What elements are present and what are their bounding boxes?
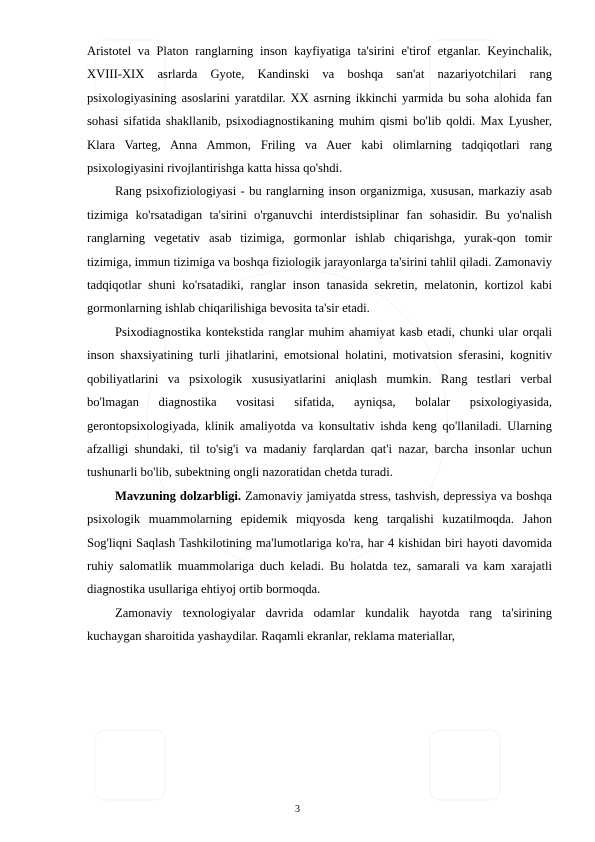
paragraph-2 [87,180,552,320]
paragraph-2-text: Rang psixofiziologiyasi - bu ranglarning inson organizmiga, xususan, markaziy asab tizimiga ko'rsatadigan ta'sirini o'rganuvchi interdistsiplinar fan sohasidir. Bu yo'nalish ranglarning vegetativ asab tizimiga, gormonlar ishlab chiqarishga, yurak-qon tomir tizimiga, immun tizimiga va boshqa fiziologik jarayonlarga ta'sirini tahlil qiladi. Zamonaviy tadqiqotlar shuni ko'rsatadiki, ranglar inson tanasida sekretin, melatonin, kortizol kabi gormonlarning ishlab chiqarilishiga bevosita ta'sir etadi. [87,184,552,316]
paragraph-3-text: Psixodiagnostika kontekstida ranglar muhim ahamiyat kasb etadi, chunki ular orqali inson shaxsiyatining turli jihatlarini, emotsional holatini, motivatsion sferasini, kognitiv qobiliyatlarini va psixologik xususiyatlarini aniqlash mumkin. Rang testlari verbal bo'lmagan diagnostika vositasi sifatida, ayniqsa, bolalar psixologiyasida, gerontopsixologiyada, klinik amaliyotda va konsultativ ishda keng qo'llaniladi. Ularning afzalligi shundaki, til to'sig'i va madaniy farqlardan qat'i nazar, barcha insonlar uchun tushunarli bo'lib, subektning ongli nazoratidan chetda turadi. [87,324,552,480]
paragraph-1-text: Aristotel va Platon ranglarning inson kayfiyatiga ta'sirini e'tirof etganlar. Keyinchalik, XVIII-XIX asrlarda Gyote, Kandinski va boshqa san'at nazariyotchilari rang psixologiyasining asoslarini yaratdilar. XX asrning ikkinchi yarmida bu soha alohida fan sohasi sifatida shakllanib, psixodiagnostikaning muhim qismi bo'lib qoldi. Max Lyusher, Klara Varteg, Anna Ammon, Friling va Auer kabi olimlarning tadqiqotlari rang psixologiyasini rivojlantirishga katta hissa qo'shdi. [87,44,552,176]
page-number: 3 [295,804,300,815]
section-heading: Mavzuning dolzarbligi. [115,488,242,503]
paragraph-5-text: Zamonaviy texnologiyalar davrida odamlar kundalik hayotda rang ta'sirining kuchaygan sharoitida yashaydilar. Raqamli ekranlar, reklama materiallar, [87,605,552,644]
paragraph-4 [87,485,552,602]
paragraph-5 [87,602,552,649]
document-body [87,40,552,649]
paragraph-4-text: Zamonaviy jamiyatda stress, tashvish, depressiya va boshqa psixologik muammolarning epidemik miqyosda keng tarqalishi kuzatilmoqda. Jahon Sog'liqni Saqlash Tashkilotining ma'lumotlariga ko'ra, har 4 kishidan biri hayoti davomida ruhiy salomatlik muammolariga duch keladi. Bu holatda tez, samarali va kam xarajatli diagnostika usullariga ehtiyoj ortib bormoqda. [87,488,552,597]
paragraph-3 [87,321,552,485]
paragraph-1 [87,40,552,180]
